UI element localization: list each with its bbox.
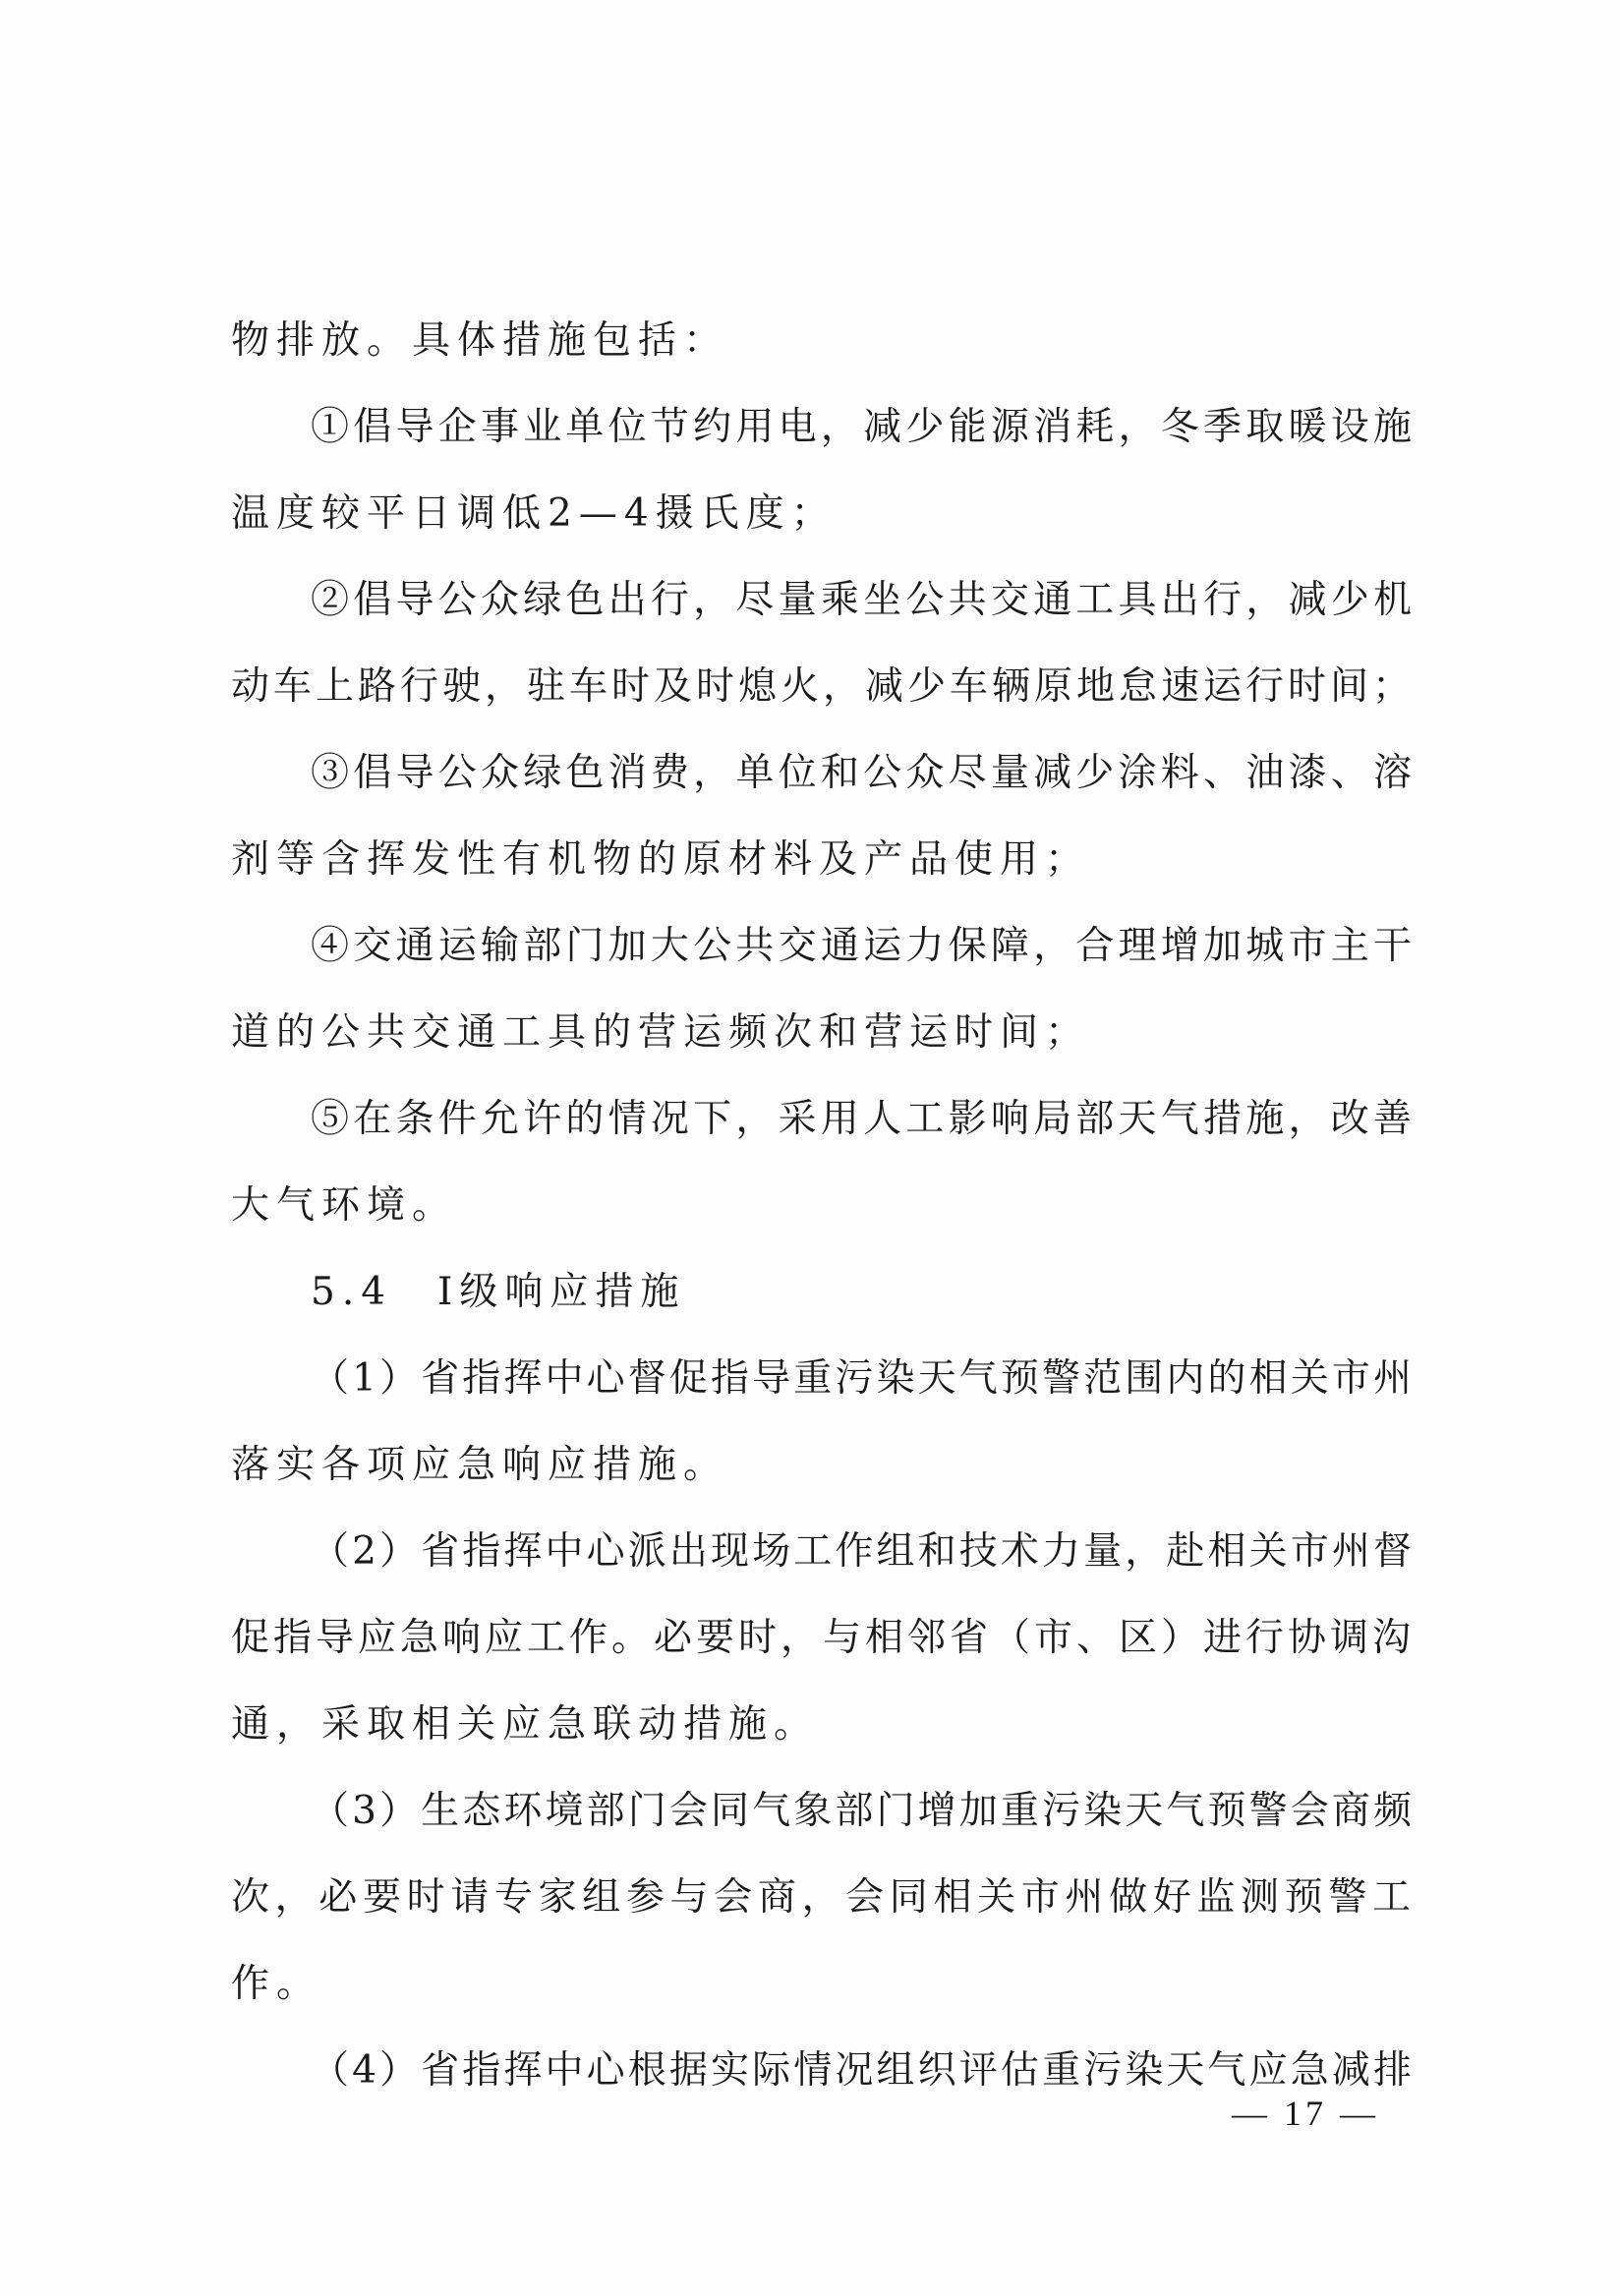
page-number: — 17 — <box>1232 2094 1379 2133</box>
text-line-14: 落实各项应急响应措施。 <box>231 1443 729 1487</box>
text-line-11: 大气环境。 <box>231 1183 458 1228</box>
text-line-9: 道的公共交通工具的营运频次和营运时间； <box>231 1010 1091 1055</box>
text-line-1: 物排放。具体措施包括： <box>231 318 729 363</box>
text-line-4: ②倡导公众绿色出行，尽量乘坐公共交通工具出行，减少机 <box>311 578 1412 622</box>
text-line-20: 作。 <box>231 1962 322 2006</box>
text-line-5: 动车上路行驶，驻车时及时熄火，减少车辆原地怠速运行时间； <box>231 664 1411 709</box>
text-line-15: （2）省指挥中心派出现场工作组和技术力量，赴相关市州督 <box>311 1529 1412 1574</box>
text-line-16: 促指导应急响应工作。必要时，与相邻省（市、区）进行协调沟 <box>231 1616 1411 1660</box>
text-line-8: ④交通运输部门加大公共交通运力保障，合理增加城市主干 <box>311 924 1412 968</box>
text-line-3: 温度较平日调低2—4摄氏度； <box>231 491 837 536</box>
text-line-18: （3）生态环境部门会同气象部门增加重污染天气预警会商频 <box>311 1789 1412 1833</box>
text-line-17: 通，采取相关应急联动措施。 <box>231 1702 820 1747</box>
text-line-2: ①倡导企事业单位节约用电，减少能源消耗，冬季取暖设施 <box>311 405 1412 449</box>
text-line-7: 剂等含挥发性有机物的原材料及产品使用； <box>231 837 1091 882</box>
text-line-21: （4）省指挥中心根据实际情况组织评估重污染天气应急减排 <box>311 2048 1412 2093</box>
section-heading-5-4: 5.4 Ⅰ级响应措施 <box>311 1270 686 1314</box>
text-line-19: 次，必要时请专家组参与会商，会同相关市州做好监测预警工 <box>231 1875 1411 1920</box>
text-line-10: ⑤在条件允许的情况下，采用人工影响局部天气措施，改善 <box>311 1097 1412 1141</box>
text-line-6: ③倡导公众绿色消费，单位和公众尽量减少涂料、油漆、溶 <box>311 751 1412 795</box>
text-line-13: （1）省指挥中心督促指导重污染天气预警范围内的相关市州 <box>311 1356 1412 1401</box>
